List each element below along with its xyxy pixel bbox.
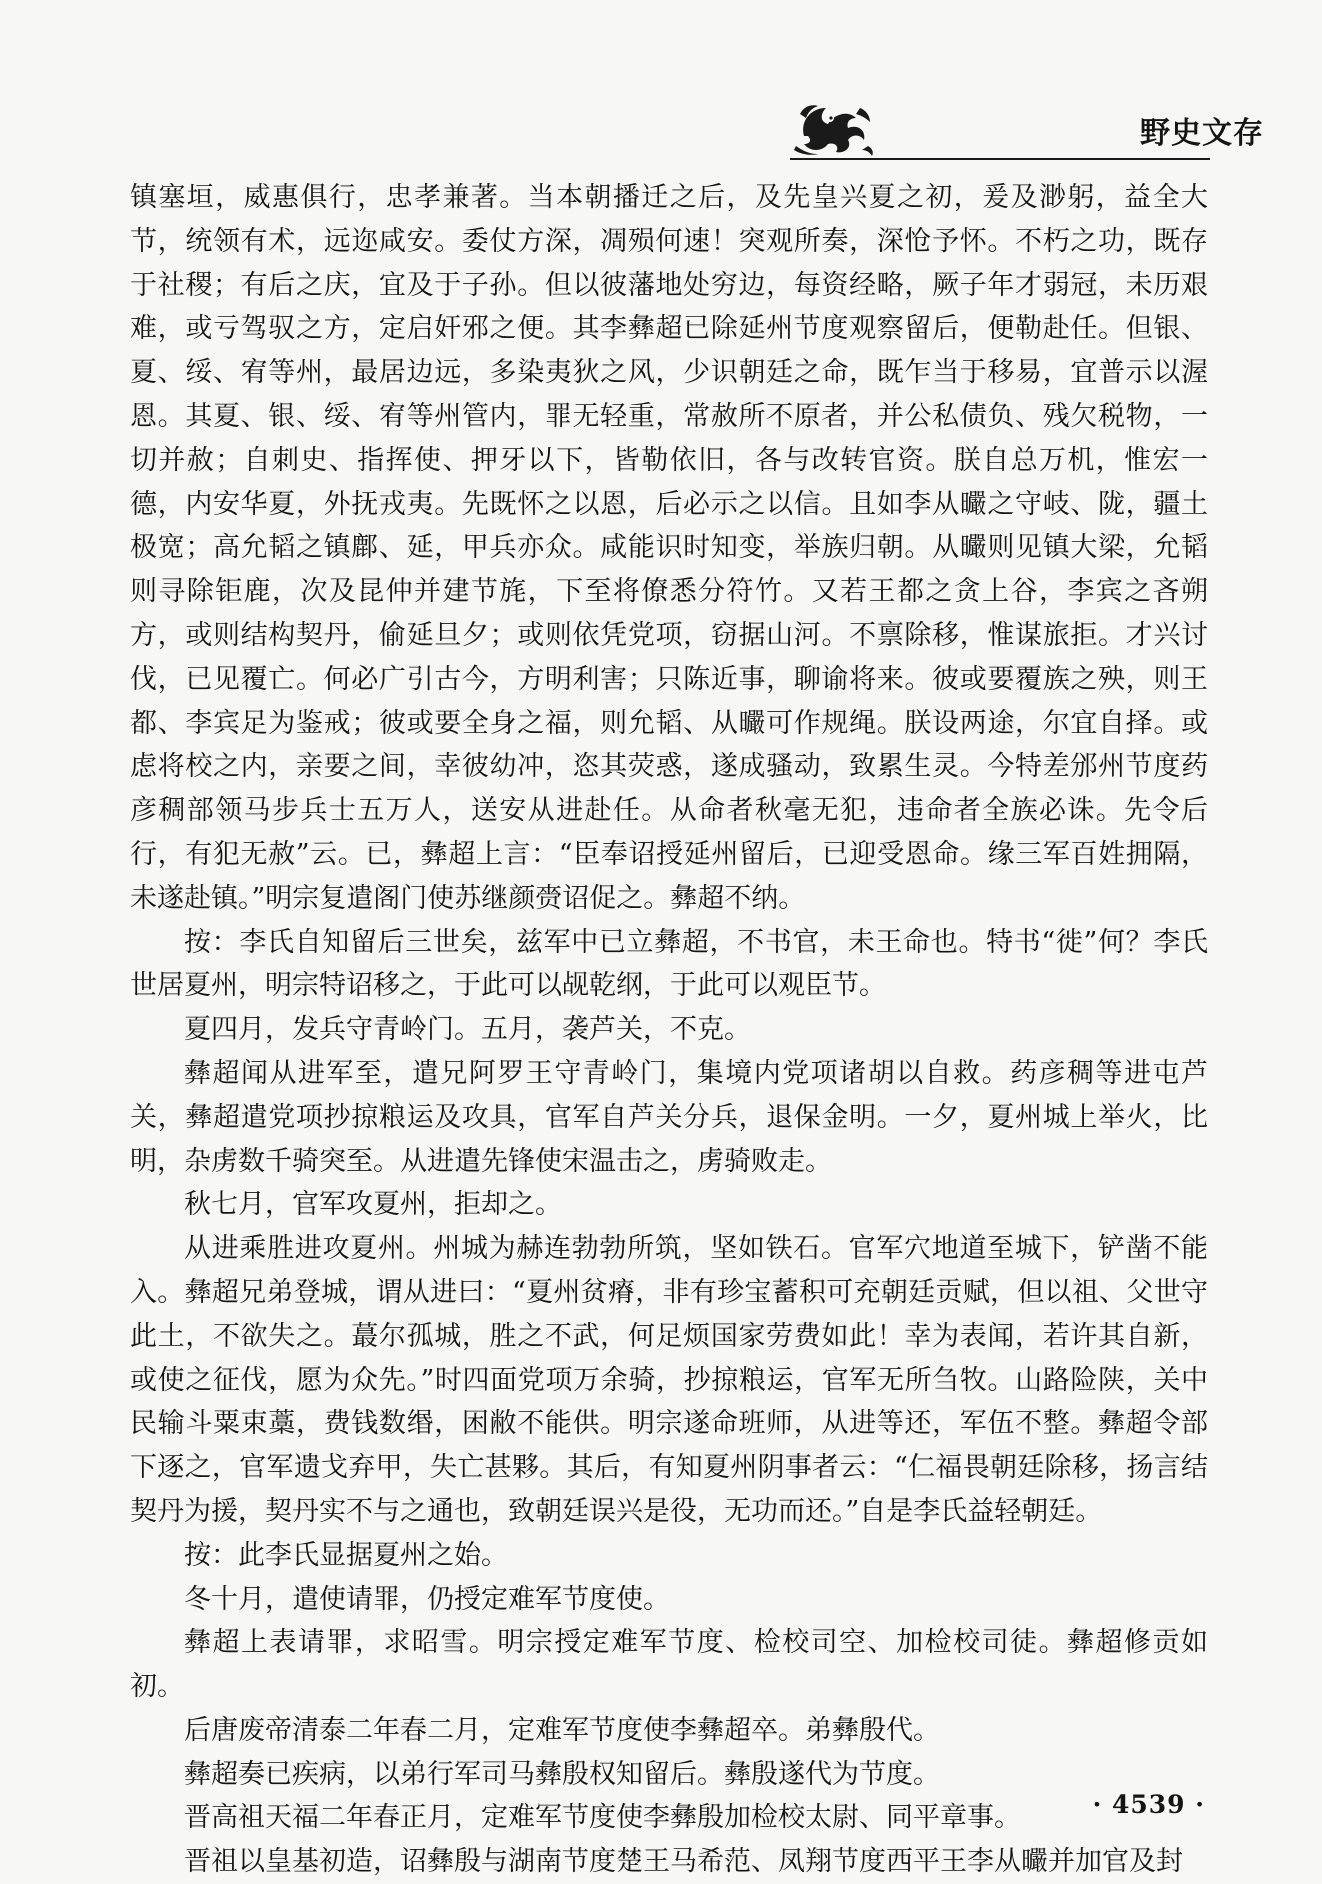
- page-number: · 4539 ·: [1092, 1790, 1205, 1819]
- paragraph: 从进乘胜进攻夏州。州城为赫连勃勃所筑，坚如铁石。官军穴地道至城下，铲凿不能入。彝超兄弟登城，谓从进曰：“夏州贫瘠，非有珍宝蓄积可充朝廷贡赋，但以祖、父世守此土，不欲失之。蕞尔孤城，胜之不武，何足烦国家劳费如此！幸为表闻，若许其自新，或使之征伐，愿为众先。”时四面党项万余骑，抄掠粮运，官军无所刍牧。山路险陕，关中民输斗粟束藁，费钱数缗，困敝不能供。明宗遂命班师，从进等还，军伍不整。彝超令部下逐之，官军遗戈弃甲，失亡甚夥。其后，有知夏州阴事者云：“仁福畏朝廷除移，扬言结契丹为援，契丹实不与之通也，致朝廷误兴是役，无功而还。”自是李氏益轻朝廷。: [130, 1233, 1208, 1527]
- paragraph: 后唐废帝清泰二年春二月，定难军节度使李彝超卒。弟彝殷代。: [184, 1714, 940, 1746]
- paragraph: 晋祖以皇基初造，诏彝殷与湖南节度楚王马希范、凤翔节度西平王李从曮并加官及封: [184, 1846, 1183, 1878]
- paragraph: 镇塞垣，威惠俱行，忠孝兼著。当本朝播迁之后，及先皇兴夏之初，爰及渺躬，益全大节，统领有术，远迩咸安。委仗方深，凋殒何速！突观所奏，深怆予怀。不朽之功，既存于社稷；有后之庆，宜及于子孙。但以彼藩地处穷边，每资经略，厥子年才弱冠，未历艰难，或亏驾驭之方，定启奸邪之便。其李彝超已除延州节度观察留后，便勒赴任。但银、夏、绥、宥等州，最居边远，多染夷狄之风，少识朝廷之命，既乍当于移易，宜普示以渥恩。其夏、银、绥、宥等州管内，罪无轻重，常赦所不原者，并公私债负、残欠税物，一切并赦；自刺史、指挥使、押牙以下，皆勒依旧，各与改转官资。朕自总万机，惟宏一德，内安华夏，外抚戎夷。先既怀之以恩，后必示之以信。且如李从曮之守岐、陇，疆土极宽；高允韬之镇鄜、延，甲兵亦众。咸能识时知变，举族归朝。从曮则见镇大梁，允韬则寻除钜鹿，次及昆仲并建节旄，下至将僚悉分符竹。又若王都之贪上谷，李宾之吝朔方，或则结构契丹，偷延旦夕；或则依凭党项，窃据山河。不禀除移，惟谋旅拒。才兴讨伐，已见覆亡。何必广引古今，方明利害；只陈近事，聊谕将来。彼或要覆族之殃，则王都、李宾足为鉴戒；彼或要全身之福，则允韬、从曮可作规绳。朕设两途，尔宜自择。或虑将校之内，亲要之间，幸彼幼冲，恣其荧惑，遂成骚动，致累生灵。今特差邠州节度药彦稠部领马步兵士五万人，送安从进赴任。从命者秋毫无犯，违命者全族必诛。先令后行，有犯无赦”云。已，彝超上言：“臣奉诏授延州留后，已迎受恩命。缘三军百姓拥隔，未遂赴镇。”明宗复遣阁门使苏继颜赍诏促之。彝超不纳。: [130, 182, 1208, 914]
- paragraph: 冬十月，遣使请罪，仍授定难军节度使。: [184, 1583, 670, 1615]
- series-title: 野史文存: [1140, 116, 1264, 151]
- paragraph: 彝超奏已疾病，以弟行军司马彝殷权知留后。彝殷遂代为节度。: [184, 1758, 940, 1790]
- body-text: [130, 176, 1208, 1884]
- paragraph: 按：李氏自知留后三世矣，兹军中已立彝超，不书官，未王命也。特书“徙”何？李氏世居夏州，明宗特诏移之，于此可以觇乾纲，于此可以观臣节。: [130, 926, 1208, 1002]
- paragraph: 秋七月，官军攻夏州，拒却之。: [184, 1189, 562, 1221]
- header-rule: [790, 158, 1210, 160]
- paragraph: 按：此李氏显据夏州之始。: [184, 1539, 508, 1571]
- dragon-emblem-icon: [790, 96, 876, 158]
- paragraph: 夏四月，发兵守青岭门。五月，袭芦关，不克。: [184, 1014, 751, 1046]
- paragraph: 彝超上表请罪，求昭雪。明宗授定难军节度、检校司空、加检校司徒。彝超修贡如初。: [130, 1627, 1208, 1703]
- paragraph: 晋高祖天福二年春正月，定难军节度使李彝殷加检校太尉、同平章事。: [184, 1802, 1021, 1834]
- page-header: [790, 96, 1264, 160]
- paragraph: 彝超闻从进军至，遣兄阿罗王守青岭门，集境内党项诸胡以自救。药彦稠等进屯芦关，彝超遣党项抄掠粮运及攻具，官军自芦关分兵，退保金明。一夕，夏州城上举火，比明，杂虏数千骑突至。从进遣先锋使宋温击之，虏骑败走。: [130, 1057, 1208, 1177]
